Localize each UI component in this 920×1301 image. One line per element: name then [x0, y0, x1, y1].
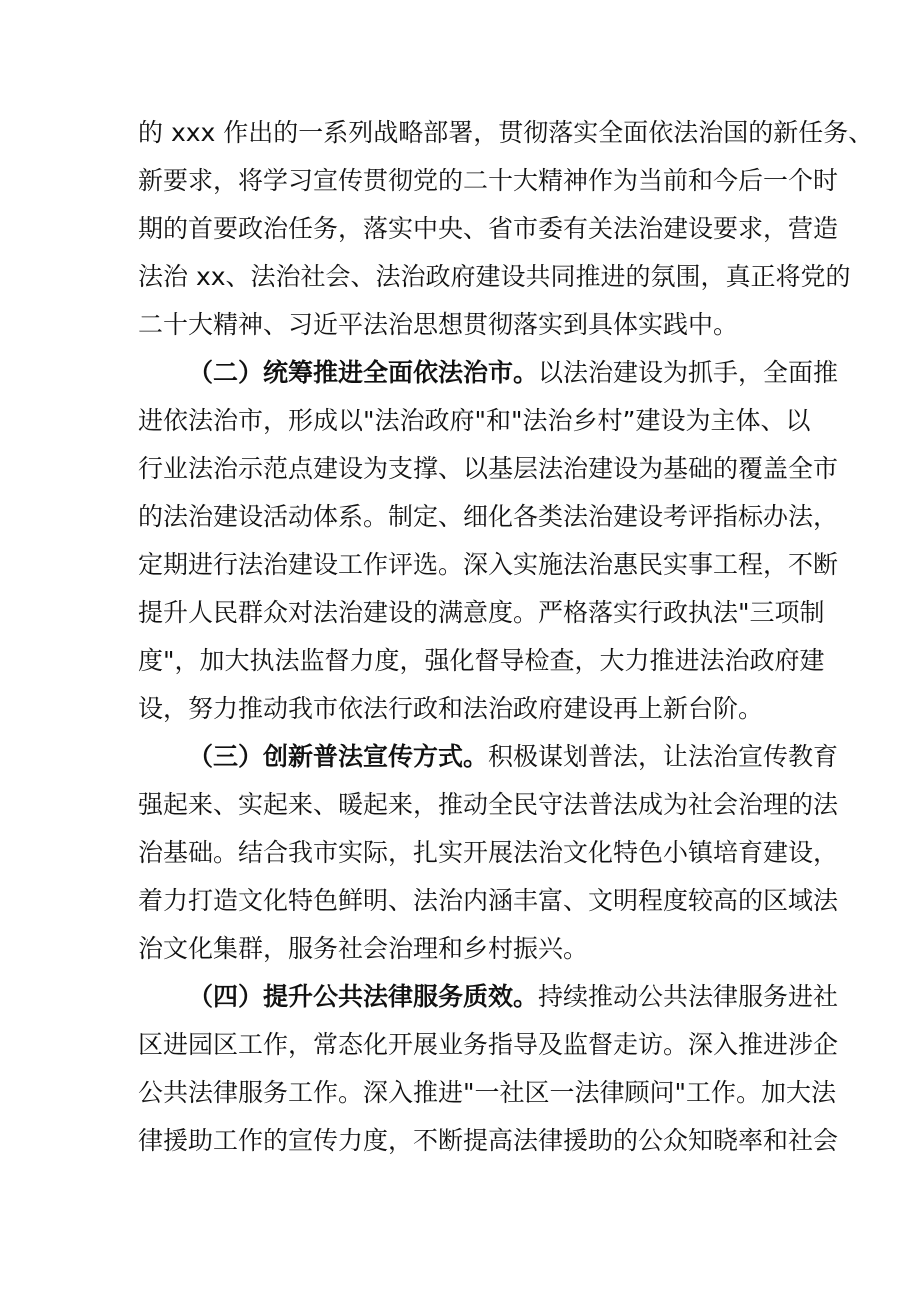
text-line: 的法治建设活动体系。制定、细化各类法治建设考评指标办法，: [138, 502, 839, 531]
text-line: 律援助工作的宣传力度，不断提高法律援助的公众知晓率和社会: [138, 1126, 839, 1155]
section-heading: （三）创新普法宣传方式。: [188, 742, 489, 771]
text-line: 二十大精神、习近平法治思想贯彻落实到具体实践中。: [138, 310, 739, 339]
section-lead: 积极谋划普法，让法治宣传教育: [488, 742, 839, 771]
text-line: 强起来、实起来、暖起来，推动全民守法普法成为社会治理的法: [138, 790, 839, 819]
text-line: 新要求，将学习宣传贯彻党的二十大精神作为当前和今后一个时: [138, 166, 839, 195]
text-line: 法治 xx、法治社会、法治政府建设共同推进的氛围，真正将党的: [138, 262, 851, 291]
text-line: 度"，加大执法监督力度，强化督导检查，大力推进法治政府建: [138, 646, 825, 675]
text-line: 公共法律服务工作。深入推进"一社区一法律顾问"工作。加大法: [138, 1078, 837, 1107]
section-lead: 持续推动公共法律服务进社: [538, 982, 839, 1011]
section-three-first-line: [188, 734, 839, 780]
section-lead: 以法治建设为抓手，全面推: [538, 358, 839, 387]
section-heading: （二）统筹推进全面依法治市。: [188, 358, 539, 387]
text-line: 期的首要政治任务，落实中央、省市委有关法治建设要求，营造: [138, 214, 839, 243]
section-two-first-line: [188, 350, 839, 396]
text-line: 进依法治市，形成以"法治政府"和"法治乡村”建设为主体、以: [138, 406, 811, 435]
section-four-first-line: [188, 974, 839, 1020]
text-line: 治文化集群，服务社会治理和乡村振兴。: [138, 934, 589, 963]
text-line: 区进园区工作，常态化开展业务指导及监督走访。深入推进涉企: [138, 1030, 839, 1059]
text-line: 的 xxx 作出的一系列战略部署，贯彻落实全面依法治国的新任务、: [138, 118, 874, 147]
text-line: 行业法治示范点建设为支撑、以基层法治建设为基础的覆盖全市: [138, 454, 839, 483]
text-line: 定期进行法治建设工作评选。深入实施法治惠民实事工程，不断: [138, 550, 839, 579]
text-line: 设，努力推动我市依法行政和法治政府建设再上新台阶。: [138, 694, 764, 723]
text-line: 提升人民群众对法治建设的满意度。严格落实行政执法"三项制: [138, 598, 825, 627]
text-line: 治基础。结合我市实际，扎实开展法治文化特色小镇培育建设，: [138, 838, 839, 867]
text-line: 着力打造文化特色鲜明、法治内涵丰富、文明程度较高的区域法: [138, 886, 839, 915]
section-heading: （四）提升公共法律服务质效。: [188, 982, 539, 1011]
